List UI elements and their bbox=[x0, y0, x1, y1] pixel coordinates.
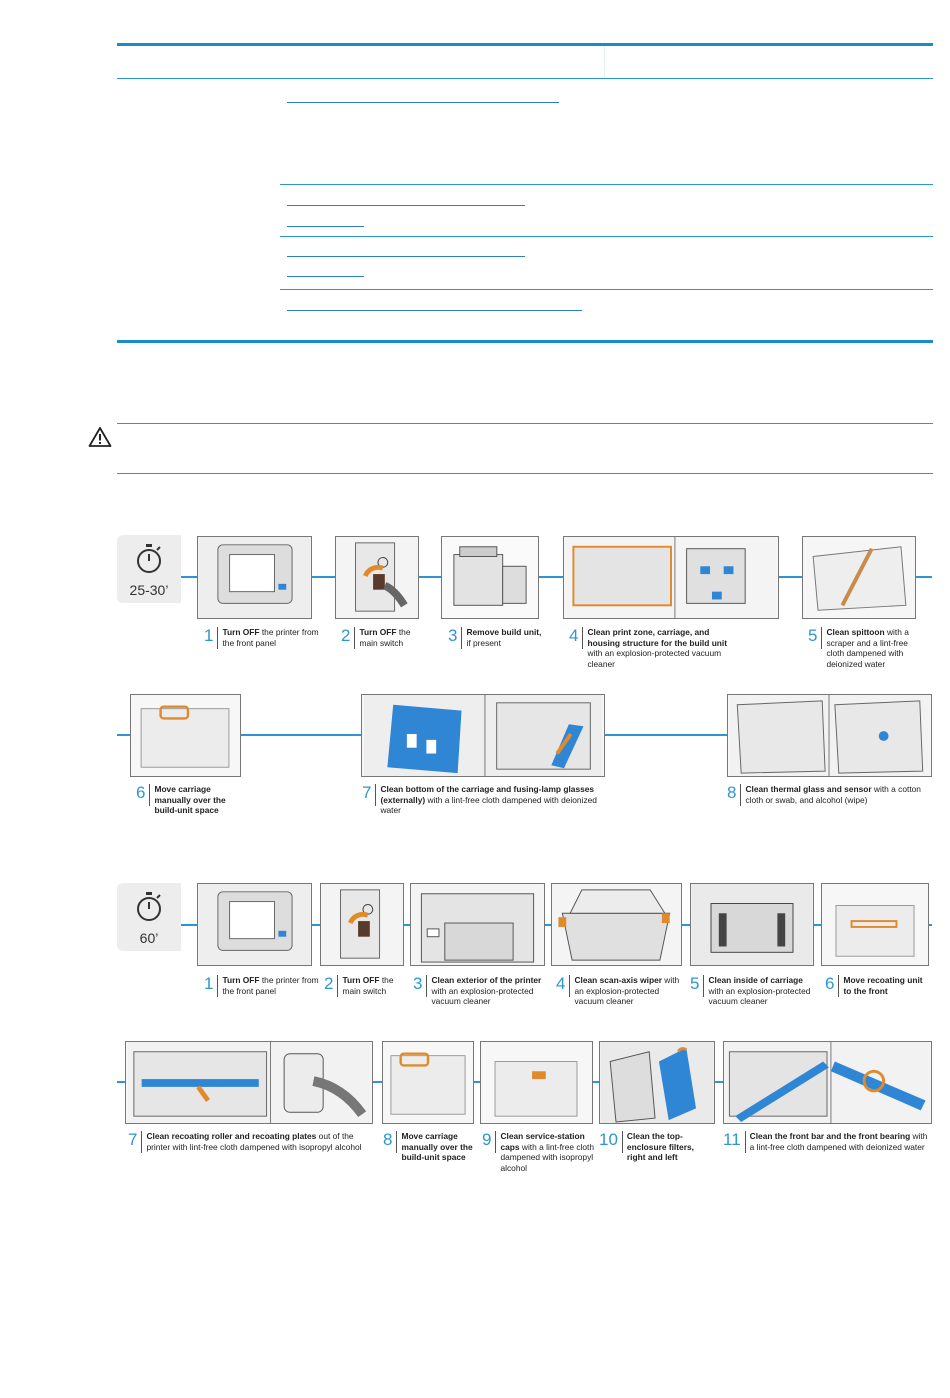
table-row-rule-1 bbox=[280, 184, 933, 185]
photo-a4-print-zone bbox=[563, 536, 779, 619]
photo-b1-front-panel bbox=[197, 883, 312, 966]
photo-b7-recoating-roller bbox=[125, 1041, 373, 1124]
table-column-divider bbox=[604, 46, 605, 78]
photo-a1-front-panel bbox=[197, 536, 312, 619]
table-link-3b[interactable] bbox=[287, 276, 364, 277]
warning-triangle-icon bbox=[88, 426, 112, 448]
stopwatch-icon bbox=[135, 543, 163, 575]
step-b2: 2 Turn OFF the main switch bbox=[324, 974, 394, 996]
step-a5: 5 Clean spittoon with a scraper and a lint-free cloth dampened with deionized water bbox=[808, 626, 909, 669]
step-b3: 3 Clean exterior of the printer with an explosion-protected vacuum cleaner bbox=[413, 974, 542, 1006]
table-header-rule bbox=[117, 78, 933, 79]
step-b8: 8 Move carriage manually over the build-unit space bbox=[383, 1130, 473, 1162]
photo-b6-recoating-unit bbox=[821, 883, 929, 966]
step-a8: 8 Clean thermal glass and sensor with a cotton cloth or swab, and alcohol (wipe) bbox=[727, 783, 921, 805]
step-b5: 5 Clean inside of carriage with an explosion-protected vacuum cleaner bbox=[690, 974, 811, 1006]
step-a7: 7 Clean bottom of the carriage and fusing-lamp glasses (externally) with a lint-free cloth dampened with deionized water bbox=[362, 783, 597, 815]
table-link-2a[interactable] bbox=[287, 205, 525, 206]
step-b4: 4 Clean scan-axis wiper with an explosion-protected vacuum cleaner bbox=[556, 974, 680, 1006]
timer-short bbox=[117, 535, 181, 603]
photo-b8-move-carriage bbox=[382, 1041, 474, 1124]
table-top-rule bbox=[117, 43, 933, 46]
timer-short-label: 25-30’ bbox=[129, 582, 169, 598]
step-b7: 7 Clean recoating roller and recoating plates out of the printer with lint-free cloth dampened with isopropyl alcohol bbox=[128, 1130, 362, 1152]
table-row-rule-3 bbox=[280, 289, 933, 290]
photo-a6-move-carriage bbox=[130, 694, 241, 777]
photo-a2-main-switch bbox=[335, 536, 419, 619]
table-bottom-rule bbox=[117, 340, 933, 343]
photo-b5-carriage-inside bbox=[690, 883, 814, 966]
photo-a8-thermal-glass bbox=[727, 694, 932, 777]
photo-a7-carriage-bottom bbox=[361, 694, 605, 777]
step-b1: 1 Turn OFF the printer from the front panel bbox=[204, 974, 319, 996]
photo-b9-service-caps bbox=[480, 1041, 593, 1124]
photo-a5-spittoon bbox=[802, 536, 916, 619]
step-a6: 6 Move carriage manually over the build-unit space bbox=[136, 783, 226, 815]
table-link-3a[interactable] bbox=[287, 256, 525, 257]
step-b6: 6 Move recoating unit to the front bbox=[825, 974, 923, 996]
step-b11: 11 Clean the front bar and the front bearing with a lint-free cloth dampened with deionized water bbox=[723, 1130, 928, 1152]
warning-top-rule bbox=[117, 423, 933, 424]
warning-bottom-rule bbox=[117, 473, 933, 474]
photo-b2-main-switch bbox=[320, 883, 404, 966]
step-b10: 10 Clean the top-enclosure filters, right and left bbox=[599, 1130, 694, 1162]
table-link-4[interactable] bbox=[287, 310, 582, 311]
table-link-1[interactable] bbox=[287, 102, 559, 103]
photo-b10-top-filters bbox=[599, 1041, 715, 1124]
step-b9: 9 Clean service-station caps with a lint-free cloth dampened with isopropyl alcohol bbox=[482, 1130, 595, 1173]
photo-b3-exterior bbox=[410, 883, 545, 966]
step-a3: 3 Remove build unit, if present bbox=[448, 626, 542, 648]
photo-b4-scan-axis-wiper bbox=[551, 883, 682, 966]
table-link-2b[interactable] bbox=[287, 226, 364, 227]
step-a1: 1 Turn OFF the printer from the front panel bbox=[204, 626, 319, 648]
timer-long-label: 60’ bbox=[139, 930, 159, 946]
table-row-rule-2 bbox=[280, 236, 933, 237]
step-a2: 2 Turn OFF the main switch bbox=[341, 626, 411, 648]
step-a4: 4 Clean print zone, carriage, and housing structure for the build unit with an explosion-protected vacuum cleaner bbox=[569, 626, 728, 669]
photo-b11-front-bar bbox=[723, 1041, 932, 1124]
photo-a3-build-unit bbox=[441, 536, 539, 619]
stopwatch-icon bbox=[135, 891, 163, 923]
timer-long bbox=[117, 883, 181, 951]
